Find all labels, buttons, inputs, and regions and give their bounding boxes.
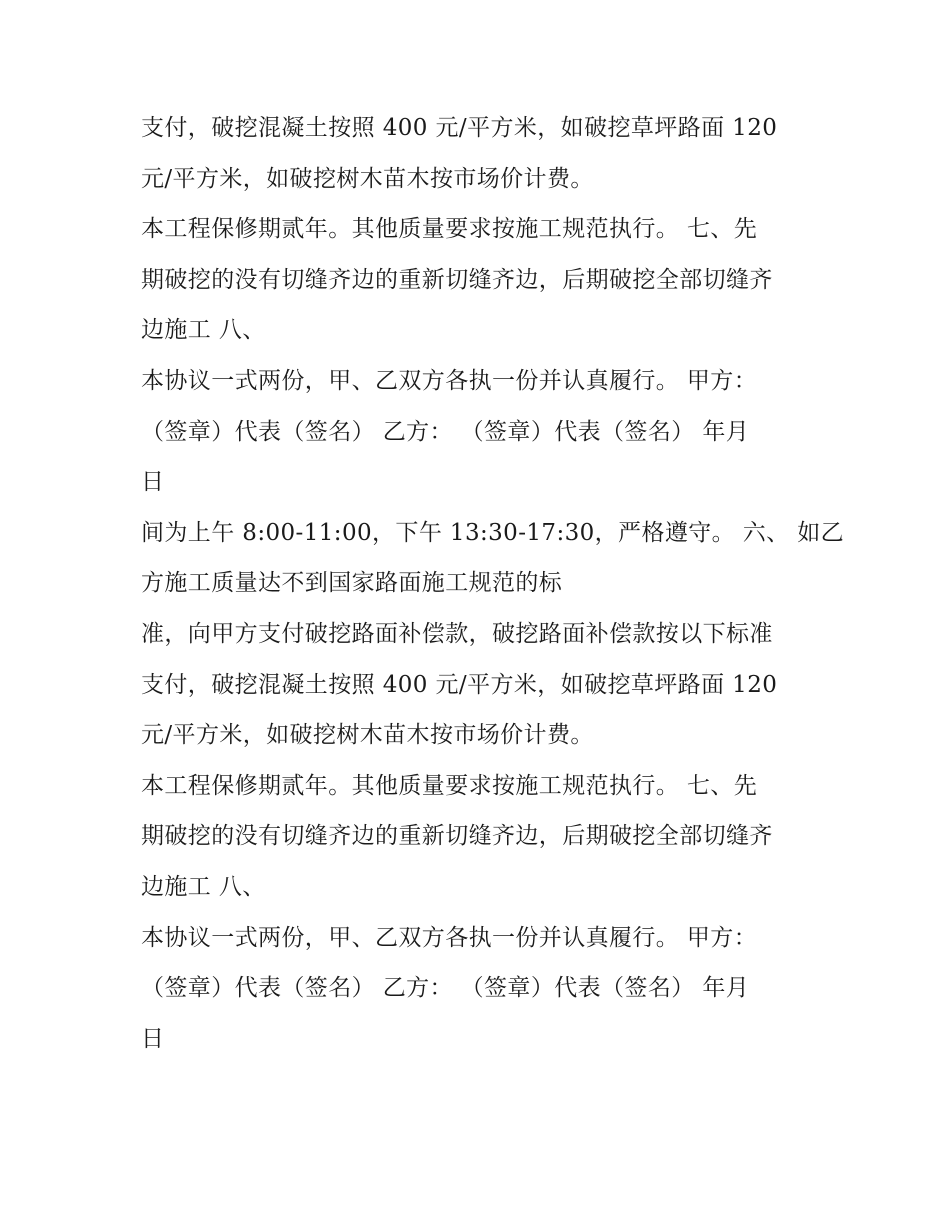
text-line: 日 <box>141 1025 165 1052</box>
text-line: 本协议一式两份，甲、乙双方各执一份并认真履行。 甲方： <box>141 367 758 394</box>
text-line: 准，向甲方支付破挖路面补偿款，破挖路面补偿款按以下标准 <box>141 620 773 647</box>
text-line: 本工程保修期贰年。其他质量要求按施工规范执行。 七、先 <box>141 772 758 799</box>
text-line: 支付，破挖混凝土按照 400 元/平方米，如破挖草坪路面 120 <box>141 671 778 698</box>
text-line: 支付，破挖混凝土按照 400 元/平方米，如破挖草坪路面 120 <box>141 115 778 141</box>
text-line: 边施工 八、 <box>141 873 266 900</box>
text-line: （签章）代表（签名） 乙方： （签章）代表（签名） 年月 <box>141 418 750 445</box>
text-line: 期破挖的没有切缝齐边的重新切缝齐边，后期破挖全部切缝齐 <box>141 266 773 293</box>
text-line: 本协议一式两份，甲、乙双方各执一份并认真履行。 甲方： <box>141 924 758 951</box>
text-line: 本工程保修期贰年。其他质量要求按施工规范执行。 七、先 <box>141 216 758 243</box>
document-body <box>141 103 845 1064</box>
text-line: （签章）代表（签名） 乙方： （签章）代表（签名） 年月 <box>141 975 750 1002</box>
text-line: 方施工质量达不到国家路面施工规范的标 <box>141 570 563 597</box>
text-line: 边施工 八、 <box>141 317 266 344</box>
text-line: 日 <box>141 469 165 496</box>
text-line: 间为上午 8:00-11:00，下午 13:30-17:30，严格遵守。 六、 如乙 <box>141 519 845 546</box>
text-line: 元/平方米，如破挖树木苗木按市场价计费。 <box>141 165 594 192</box>
text-line: 元/平方米，如破挖树木苗木按市场价计费。 <box>141 722 594 749</box>
text-line: 期破挖的没有切缝齐边的重新切缝齐边，后期破挖全部切缝齐 <box>141 823 773 850</box>
